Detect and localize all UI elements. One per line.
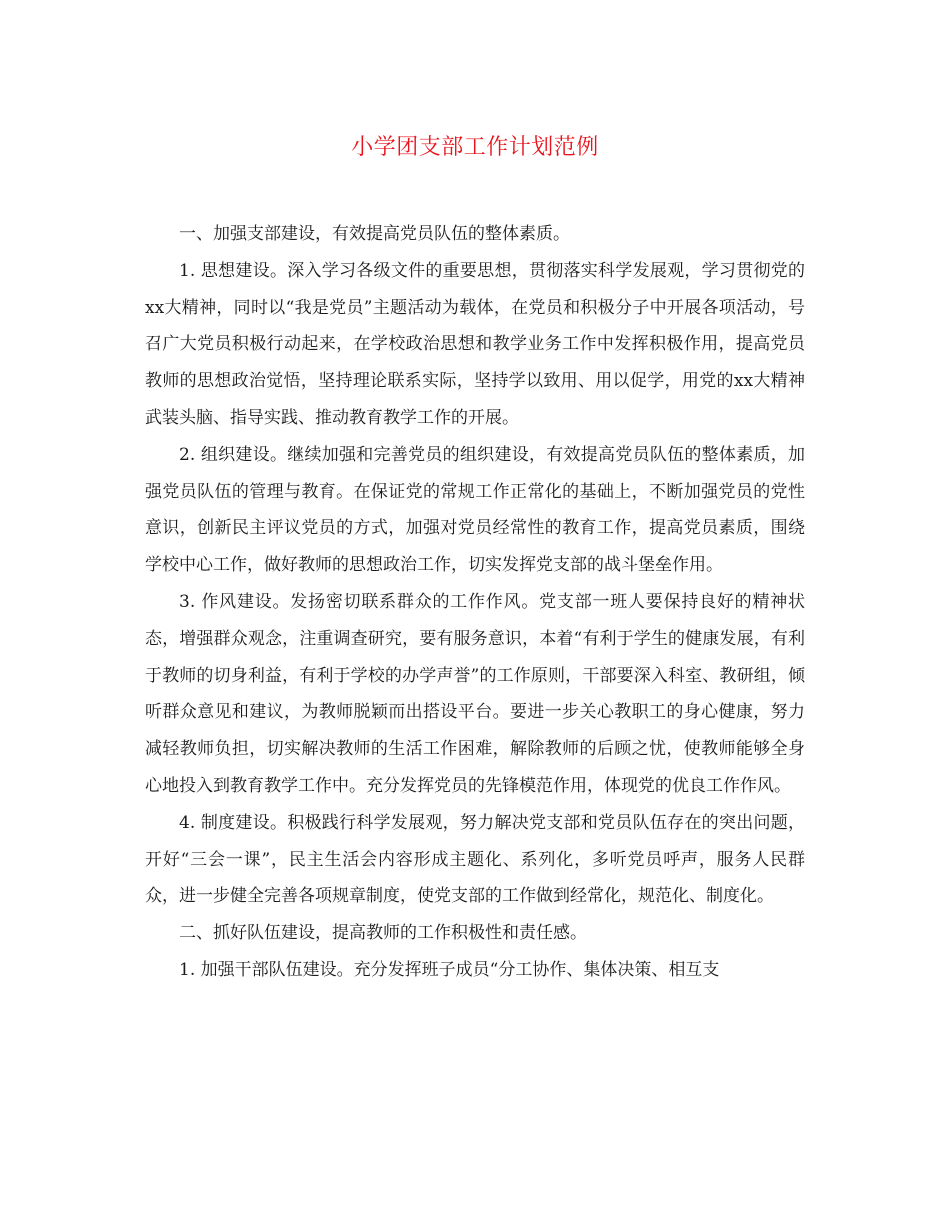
paragraph-work-style-construction: 3. 作风建设。发扬密切联系群众的工作作风。党支部一班人要保持良好的精神状态，增强群众观念，注重调查研究，要有服务意识，本着“有利于学生的健康发展，有利于教师的切身利益，有利于学校的办学声誉”的工作原则，干部要深入科室、教研组，倾听群众意见和建议，为教师脱颖而出搭设平台。要进一步关心教职工的身心健康，努力减轻教师负担，切实解决教师的生活工作困难，解除教师的后顾之忧，使教师能够全身心地投入到教育教学工作中。充分发挥党员的先锋模范作用，体现党的优良工作作风。 — [145, 591, 805, 796]
paragraph-ideological-construction: 1. 思想建设。深入学习各级文件的重要思想，贯彻落实科学发展观，学习贯彻党的xx大精神，同时以“我是党员”主题活动为载体，在党员和积极分子中开展各项活动，号召广大党员积极行动起来，在学校政治思想和教学业务工作中发挥积极作用，提高党员教师的思想政治觉悟，坚持理论联系实际，坚持学以致用、用以促学，用党的xx大精神武装头脑、指导实践、推动教育教学工作的开展。 — [145, 260, 805, 428]
paragraph-cadre-team-construction: 1. 加强干部队伍建设。充分发挥班子成员“分工协作、集体决策、相互支 — [179, 959, 720, 980]
paragraph-system-construction: 4. 制度建设。积极践行科学发展观，努力解决党支部和党员队伍存在的突出问题，开好“三会一课”，民主生活会内容形成主题化、系列化，多听党员呼声，服务人民群众，进一步健全完善各项规章制度，使党支部的工作做到经常化，规范化、制度化。 — [145, 812, 805, 907]
document-title: 小学团支部工作计划范例 — [351, 135, 599, 160]
document-body — [145, 216, 805, 989]
section-heading-2: 二、抓好队伍建设，提高教师的工作积极性和责任感。 — [179, 923, 587, 944]
paragraph-organizational-construction: 2. 组织建设。继续加强和完善党员的组织建设，有效提高党员队伍的整体素质，加强党员队伍的管理与教育。在保证党的常规工作正常化的基础上，不断加强党员的党性意识，创新民主评议党员的方式，加强对党员经常性的教育工作，提高党员素质，围绕学校中心工作，做好教师的思想政治工作，切实发挥党支部的战斗堡垒作用。 — [145, 444, 805, 576]
section-heading-1: 一、加强支部建设，有效提高党员队伍的整体素质。 — [179, 224, 570, 244]
